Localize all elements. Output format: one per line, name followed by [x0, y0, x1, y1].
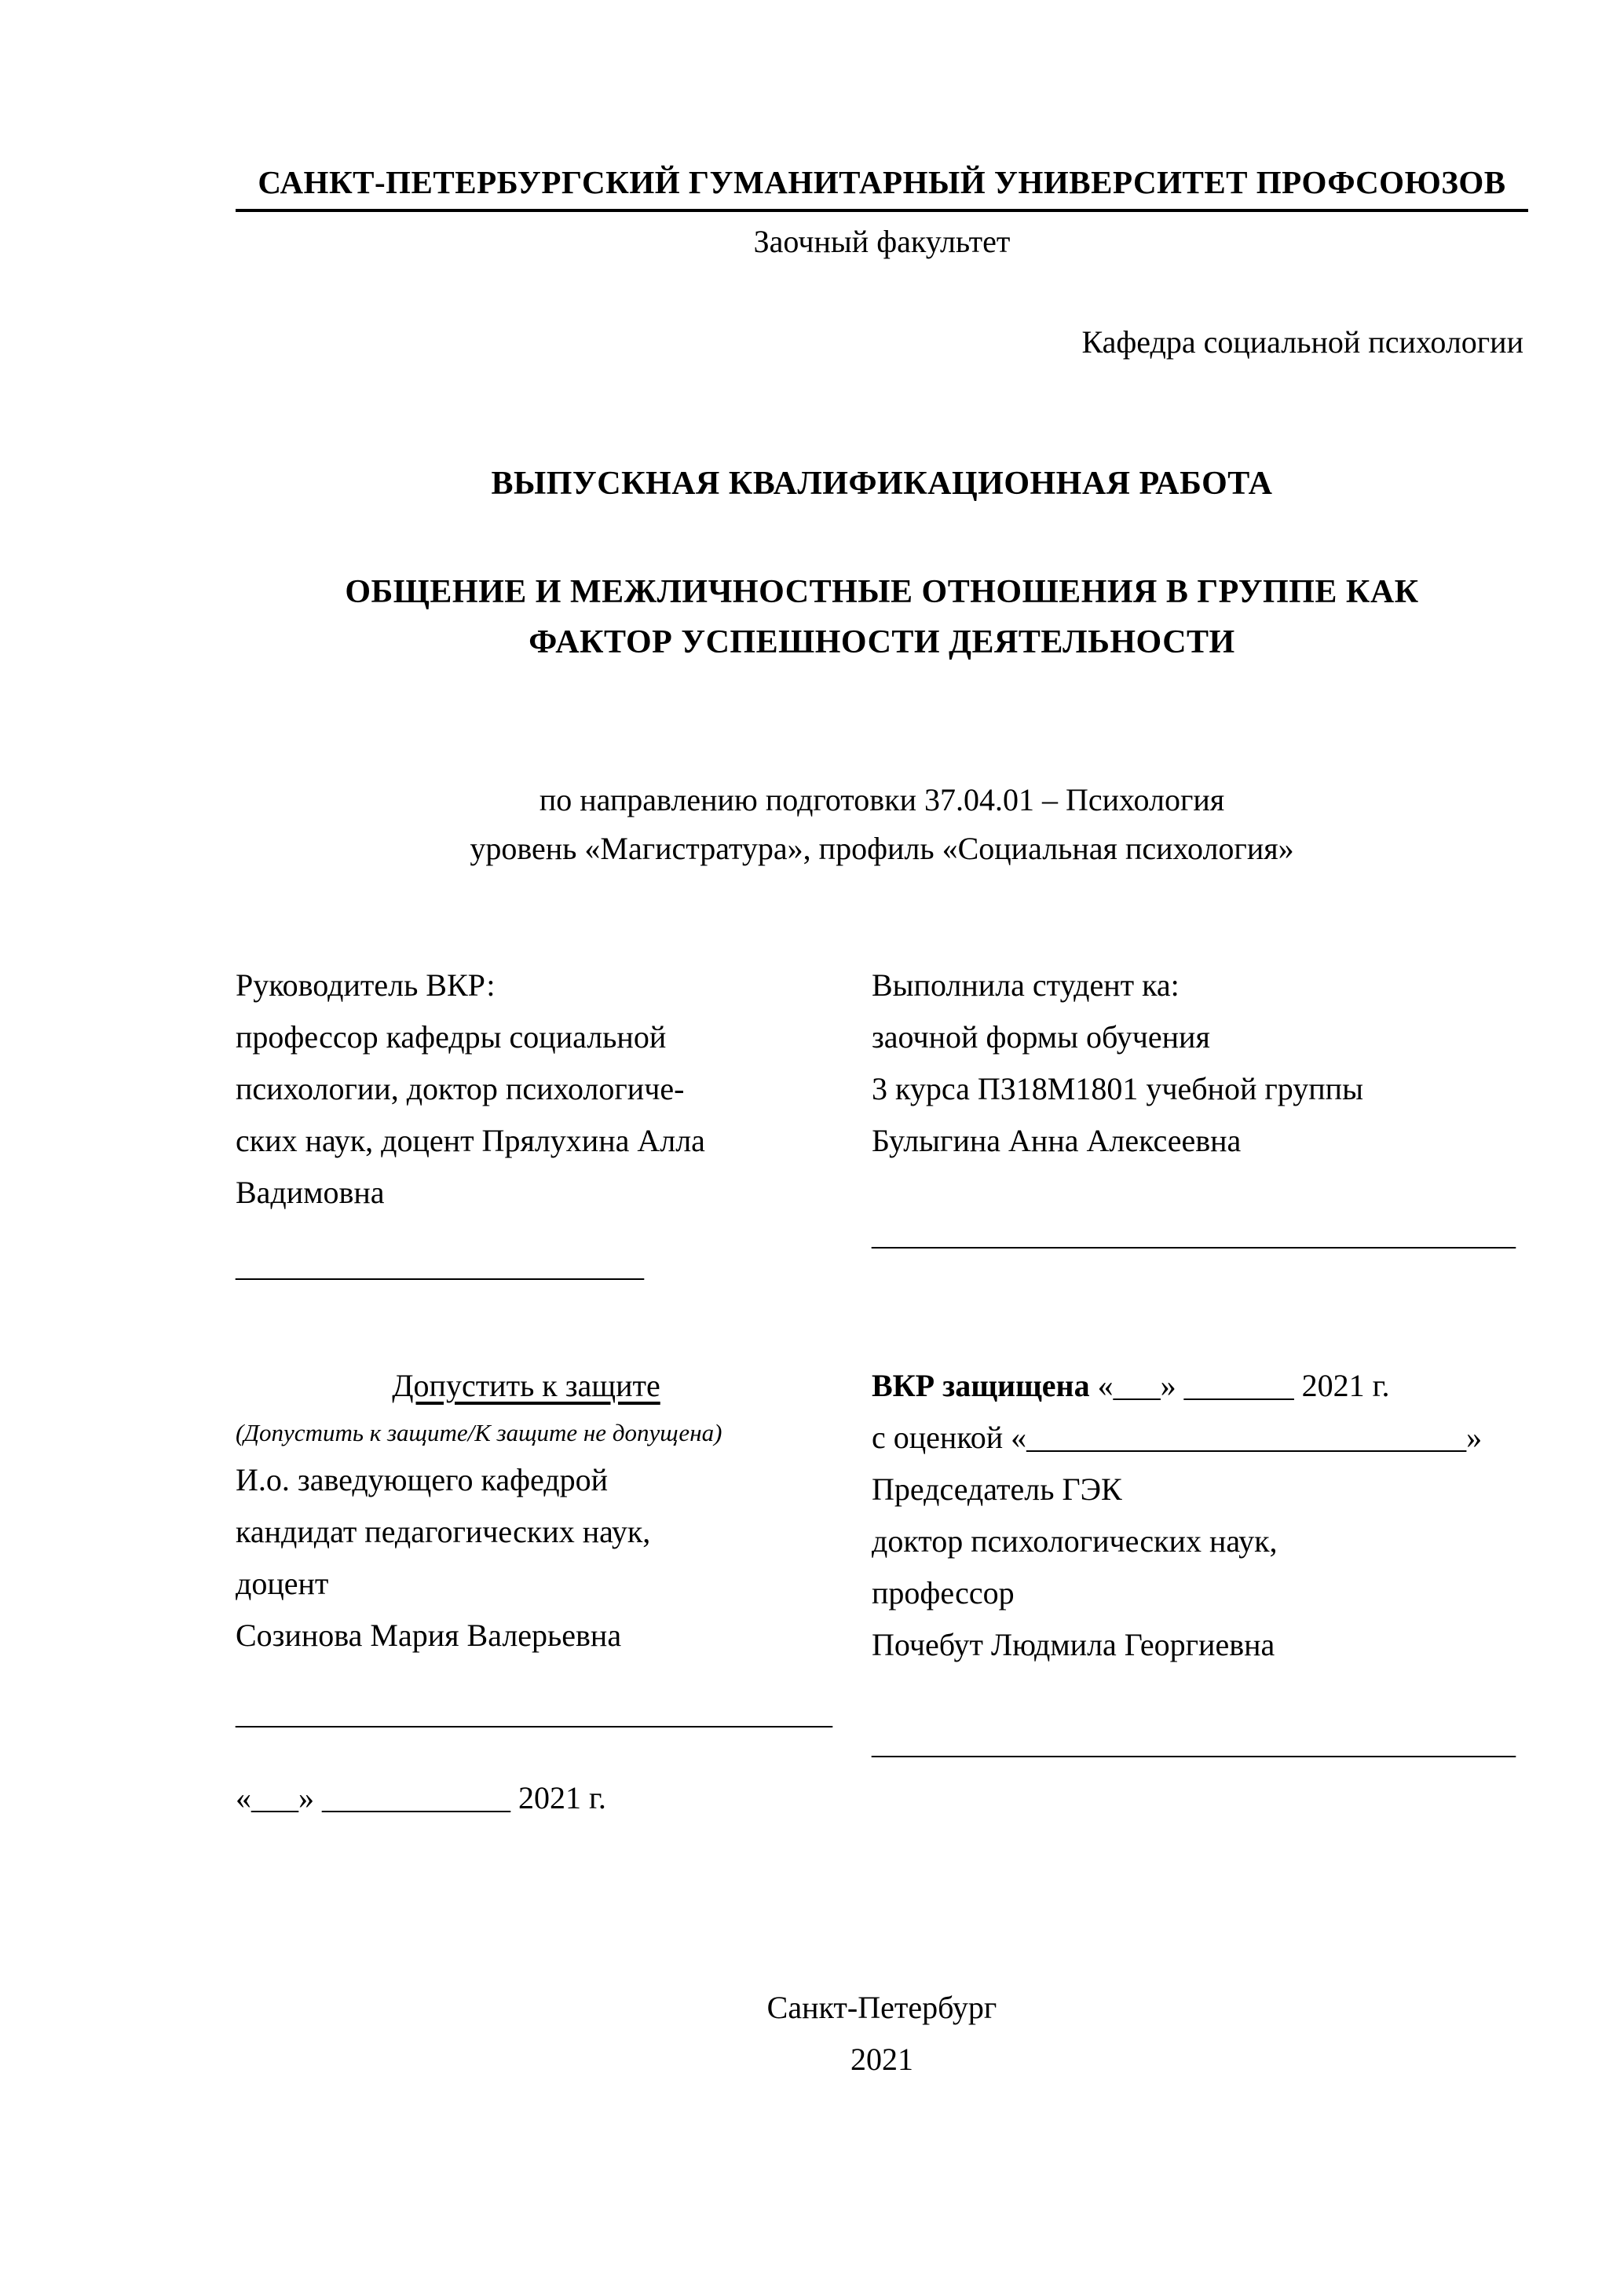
program-info — [236, 776, 1528, 873]
defense-section — [872, 1360, 1547, 1671]
work-type-heading: ВЫПУСКНАЯ КВАЛИФИКАЦИОННАЯ РАБОТА — [491, 466, 1273, 502]
program-direction: по направлению подготовки 37.04.01 – Психология — [539, 782, 1225, 817]
admission-line: Созинова Мария Валерьевна — [236, 1618, 622, 1653]
student-section — [872, 960, 1531, 1167]
thesis-title — [236, 567, 1528, 667]
supervisor-label: Руководитель ВКР: — [236, 967, 496, 1003]
supervisor-section — [236, 960, 801, 1219]
admission-date-line: «___» ____________ 2021 г. — [236, 1780, 606, 1815]
faculty-name: Заочный факультет — [753, 224, 1011, 259]
defense-line: Почебут Людмила Георгиевна — [872, 1627, 1275, 1662]
admission-signature-line: ______________________________________ — [236, 1695, 832, 1731]
admission-note: (Допустить к защите/К защите не допущена) — [236, 1419, 722, 1446]
footer-year: 2021 — [850, 2042, 913, 2077]
footer — [236, 1982, 1528, 2086]
admission-line: доцент — [236, 1566, 329, 1601]
student-line: заочной формы обучения — [872, 1019, 1210, 1055]
defense-grade-line: с оценкой «____________________________» — [872, 1420, 1483, 1455]
supervisor-line: профессор кафедры социальной — [236, 1019, 667, 1055]
admission-line: И.о. заведующего кафедрой — [236, 1462, 609, 1497]
defense-status-date: «___» _______ 2021 г. — [1089, 1368, 1390, 1403]
supervisor-line: психологии, доктор психологиче- — [236, 1071, 685, 1106]
admission-line: кандидат педагогических наук, — [236, 1514, 651, 1549]
supervisor-line: ских наук, доцент Прялухина Алла — [236, 1123, 705, 1158]
footer-city: Санкт-Петербург — [766, 1990, 997, 2025]
student-line: Булыгина Анна Алексеевна — [872, 1123, 1242, 1158]
defense-status — [872, 1360, 1547, 1412]
admission-section — [236, 1360, 817, 1662]
defense-signature-line: _________________________________________ — [872, 1725, 1516, 1760]
defense-line: профессор — [872, 1575, 1015, 1610]
university-name: САНКТ-ПЕТЕРБУРГСКИЙ ГУМАНИТАРНЫЙ УНИВЕРСИТЕТ ПРОФСОЮЗОВ — [236, 163, 1528, 212]
program-level: уровень «Магистратура», профиль «Социальная психология» — [470, 831, 1294, 866]
thesis-title-line-1: ОБЩЕНИЕ И МЕЖЛИЧНОСТНЫЕ ОТНОШЕНИЯ В ГРУППЕ КАК — [345, 574, 1419, 610]
student-signature-line: _________________________________________ — [872, 1216, 1516, 1252]
admission-heading: Допустить к защите — [392, 1368, 660, 1403]
defense-line: доктор психологических наук, — [872, 1523, 1278, 1559]
student-line: 3 курса ПЗ18М1801 учебной группы — [872, 1071, 1363, 1106]
defense-status-label: ВКР защищена — [872, 1368, 1090, 1403]
thesis-title-line-2: ФАКТОР УСПЕШНОСТИ ДЕЯТЕЛЬНОСТИ — [529, 624, 1235, 660]
department-name: Кафедра социальной психологии — [1081, 324, 1523, 360]
defense-line: Председатель ГЭК — [872, 1472, 1122, 1507]
student-label: Выполнила студент ка: — [872, 967, 1180, 1003]
supervisor-line: Вадимовна — [236, 1175, 385, 1210]
supervisor-signature-line: __________________________ — [236, 1248, 644, 1283]
